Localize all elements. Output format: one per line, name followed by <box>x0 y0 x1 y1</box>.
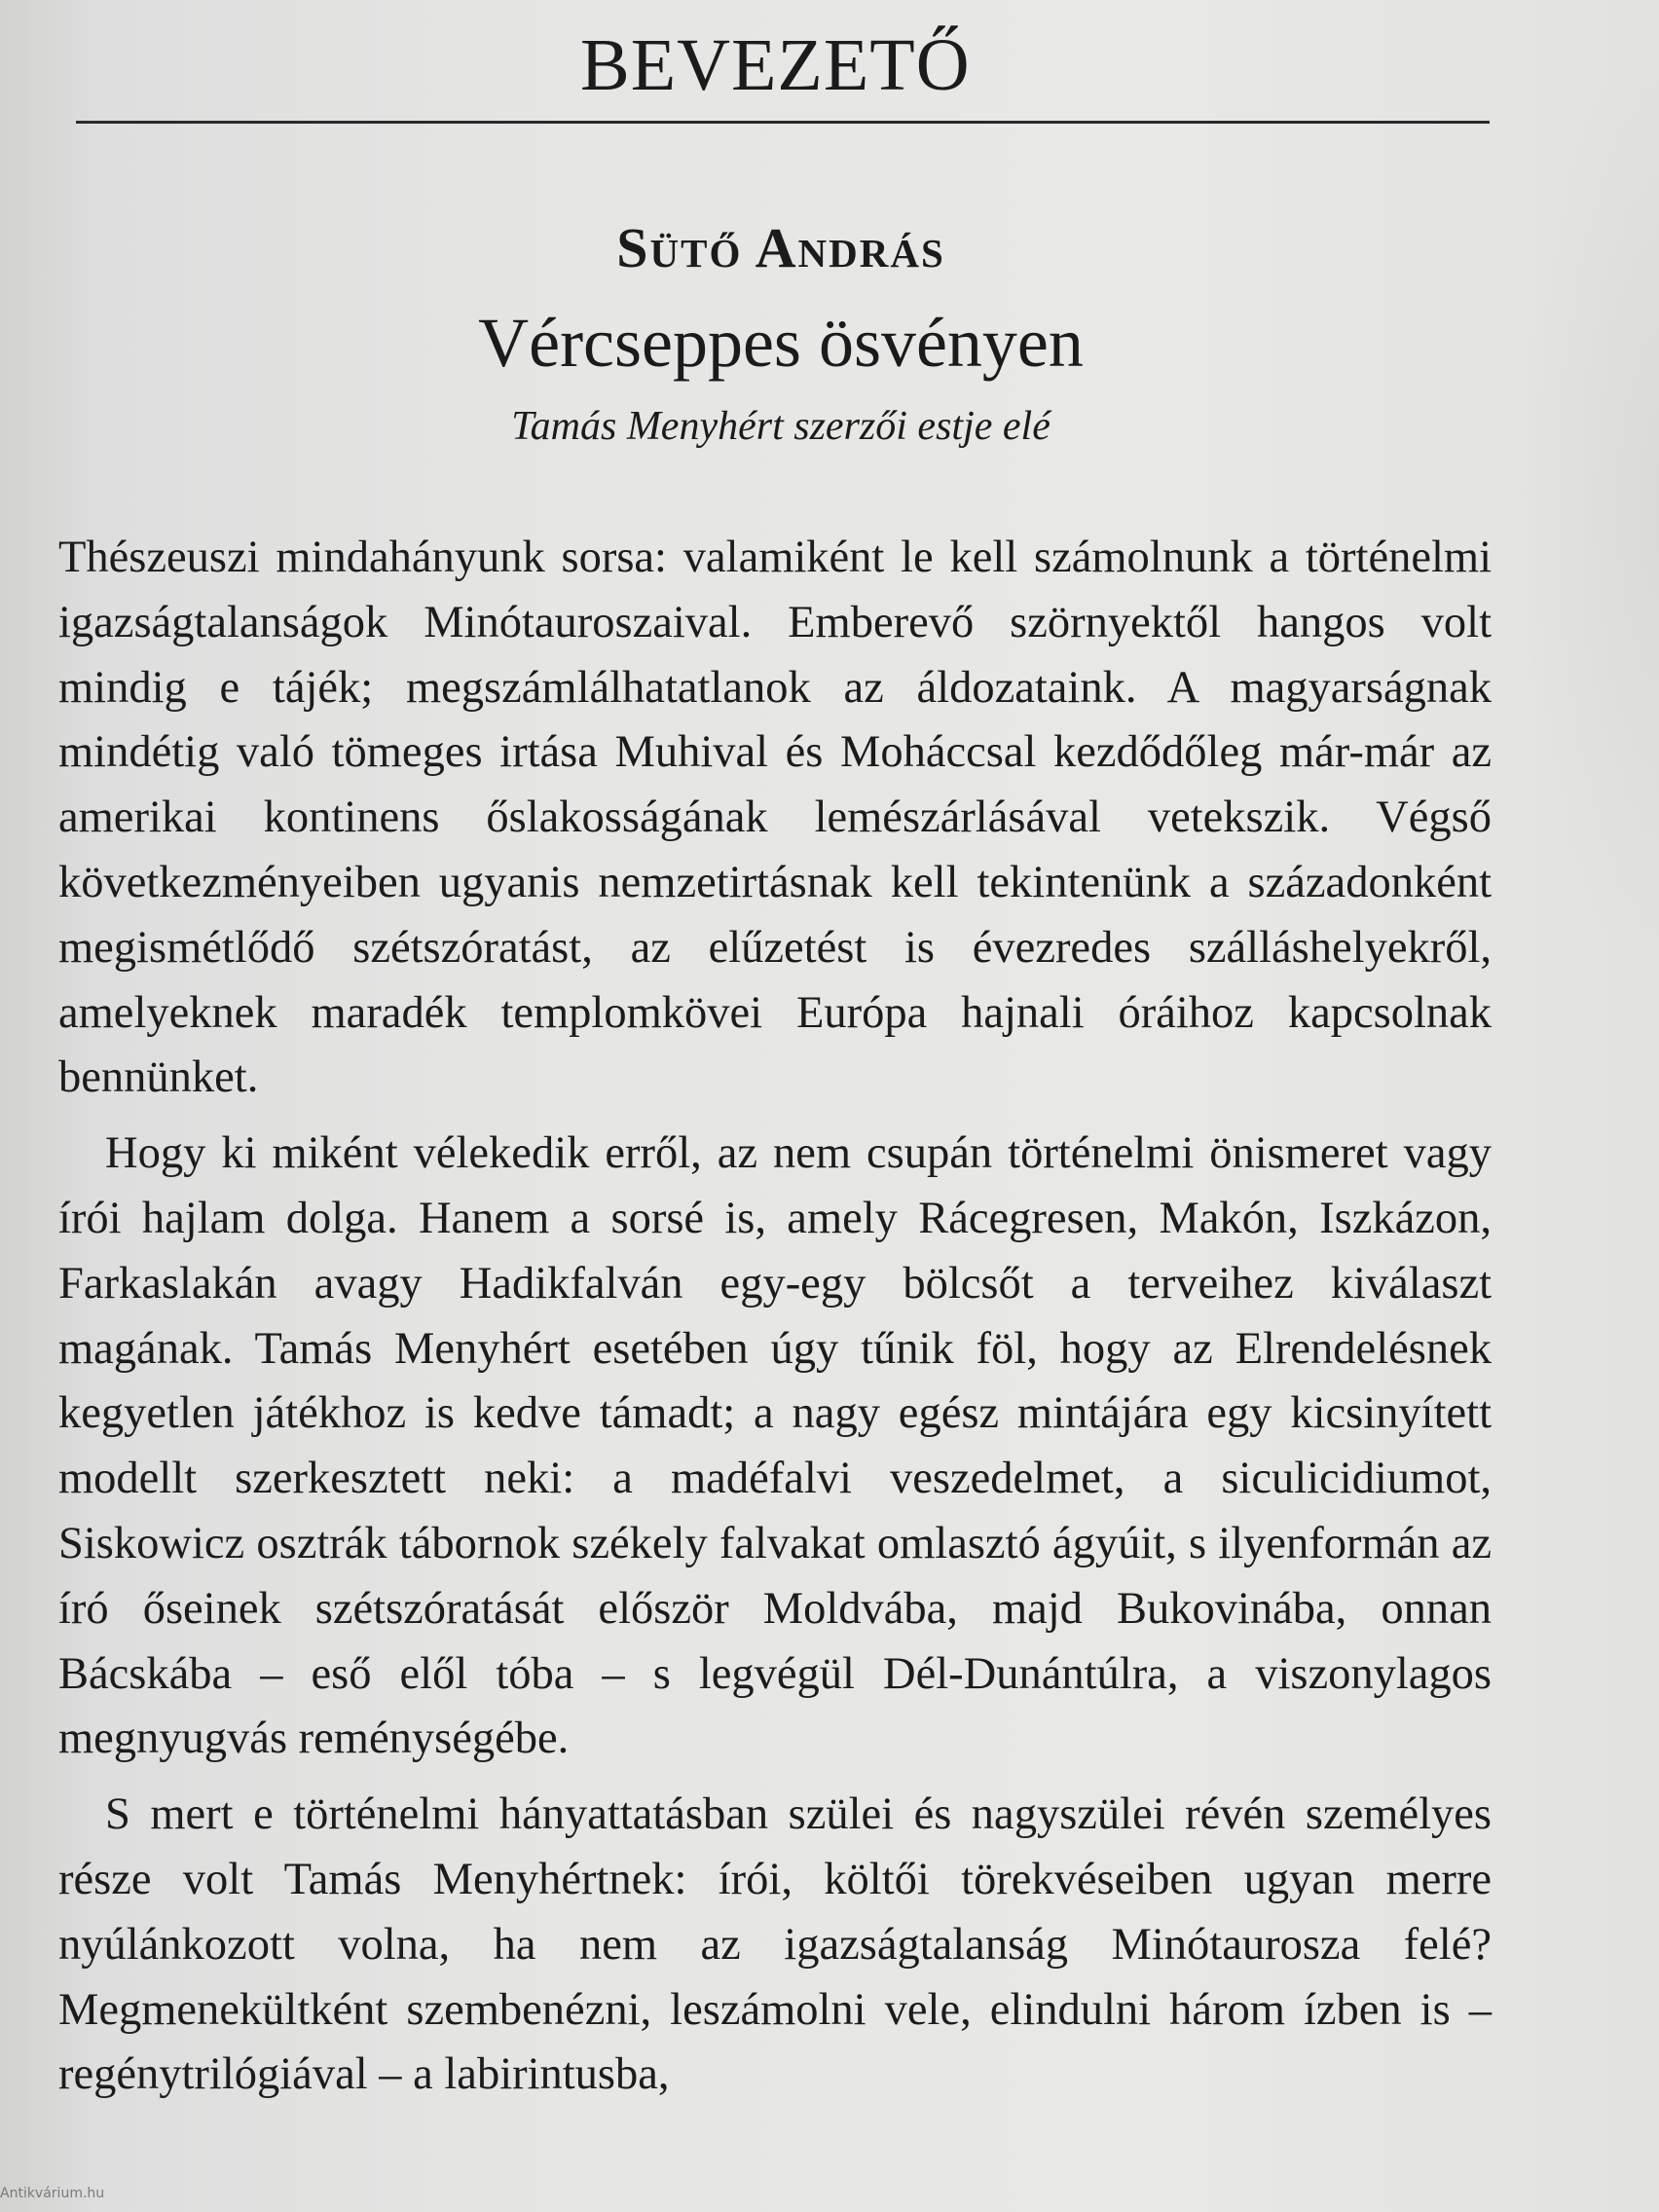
body-paragraph-1: Thészeuszi mindahányunk sorsa: valamiként le kell számolnunk a történelmi igazságtalanságok Minótauroszaival. Emberevő szörnyektől hangos volt mindig e tájék; megszámlálhatatlanok az áldozataink. A magyarságnak mindétig való tömeges irtása Muhival és Moháccsal kezdődőleg már-már az amerikai kontinens őslakosságának lemészárlásával vetekszik. Végső következményeiben ugyanis nemzetirtásnak kell tekintenünk a századonként megismétlődő szétszóratást, az elűzetést is évezredes szálláshelyekről, amelyeknek maradék templomkövei Európa hajnali óráihoz kapcsolnak bennünket. <box>58 533 1492 1103</box>
page-bleed-shadow <box>1519 19 1659 993</box>
article-subtitle: Tamás Menyhért szerzői estje elé <box>511 404 1051 449</box>
article-title: Vércseppes ösvényen <box>478 304 1084 382</box>
article-author: Sütő András <box>616 216 945 279</box>
section-title: BEVEZETŐ <box>580 24 971 106</box>
section-rule <box>76 121 1490 124</box>
body-paragraph-2: Hogy ki miként vélekedik erről, az nem csupán történelmi önismeret vagy írói hajlam dolga. Hanem a sorsé is, amely Rácegresen, Makón, Iszkázon, Farkaslakán avagy Hadikfalván egy-egy bölcsőt a terveihez kiválaszt magának. Tamás Menyhért esetében úgy tűnik föl, hogy az Elrendelésnek kegyetlen játékhoz is kedve támadt; a nagy egész mintájára egy kicsinyített modellt szerkesztett neki: a madéfalvi veszedelmet, a siculicidiumot, Siskowicz osztrák tábornok székely falvakat omlasztó ágyúit, s ilyenformán az író őseinek szétszóratását először Moldvába, majd Bukovinába, onnan Bácskába – eső elől tóba – s legvégül Dél-Dunántúlra, a viszonylagos megnyugvás reménységébe. <box>58 1128 1492 1764</box>
article-body <box>58 526 1492 2119</box>
body-paragraph-3: S mert e történelmi hányattatásban szülei és nagyszülei révén személyes része volt Tamás Menyhértnek: írói, költői törekvéseiben ugyan merre nyúlánkozott volna, ha nem az igazságtalanság Minótaurosza felé? Megmenekültként szembenézni, leszámolni vele, elindulni három ízben is – regénytrilógiával – a labirintusba, <box>58 1789 1492 2100</box>
watermark: Antikvárium.hu <box>0 2186 105 2201</box>
